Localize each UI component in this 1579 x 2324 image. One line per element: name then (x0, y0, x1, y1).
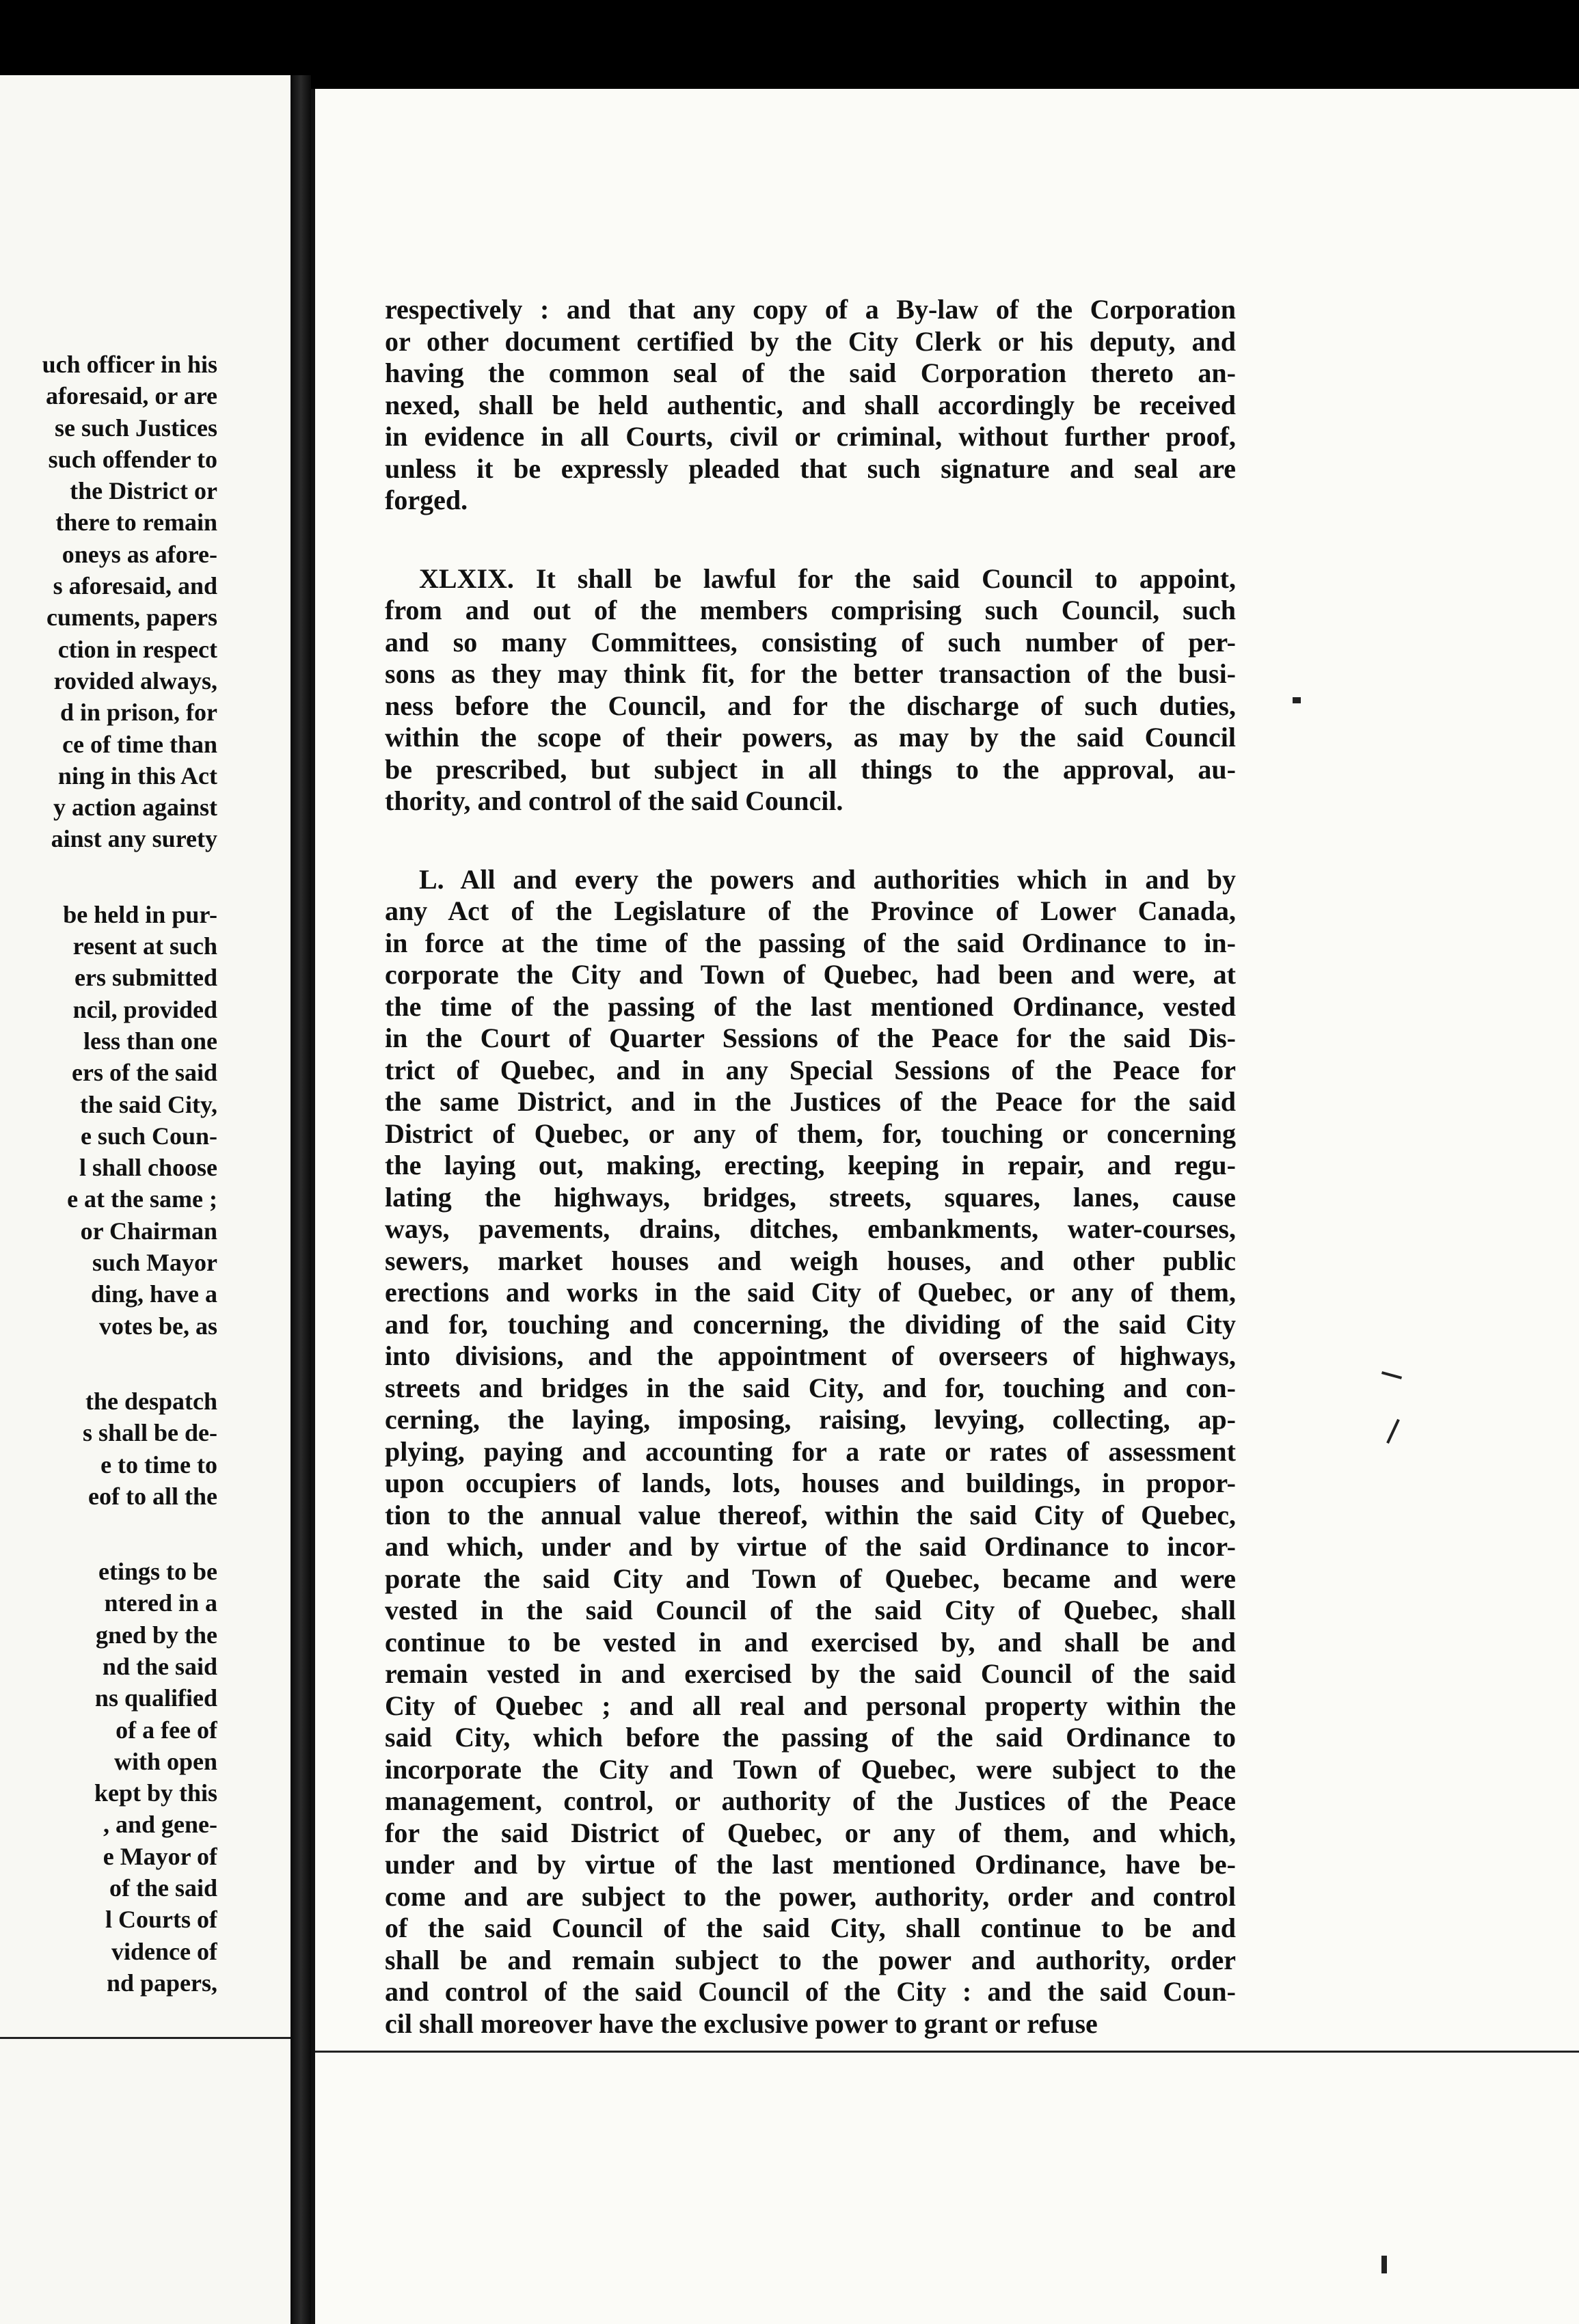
para-3-line: into divisions, and the appointment of overseers of highways, (385, 1340, 1236, 1371)
para-3-line: and for, touching and concerning, the dividing of the said City (385, 1308, 1236, 1340)
para-2-line: sons as they may think fit, for the better transaction of the busi- (385, 658, 1236, 689)
left-fragment-line: ncil, provided (72, 995, 217, 1023)
para-2-line: and so many Committees, consisting of such number of per- (385, 626, 1236, 658)
para-3-line: said City, which before the passing of the said Ordinance to (385, 1722, 1236, 1753)
para-1-line: respectively : and that any copy of a By-law of the Corporation (385, 294, 1236, 325)
para-3-line: come and are subject to the power, authority, order and control (385, 1880, 1236, 1912)
para-3-line: and which, under and by virtue of the said Ordinance to incor- (385, 1531, 1236, 1562)
paragraph-gap (385, 517, 1236, 563)
left-fragment-line: or Chairman (80, 1217, 217, 1245)
paragraph-gap (0, 855, 217, 899)
left-fragment-line: ns qualified (94, 1684, 217, 1712)
left-fragment-line: e such Coun- (80, 1122, 217, 1150)
left-fragment-line: of the said (109, 1874, 217, 1902)
left-fragment-line: ers of the said (72, 1059, 217, 1087)
left-fragment-line: the said City, (79, 1090, 217, 1118)
para-2-line: thority, and control of the said Council. (385, 785, 844, 816)
left-fragment-line: uch officer in his (42, 351, 217, 378)
left-fragment-line: there to remain (55, 509, 217, 537)
para-2-line: XLXIX. It shall be lawful for the said Council to appoint, (419, 563, 1236, 594)
para-2-line: be prescribed, but subject in all things to the approval, au- (385, 753, 1236, 785)
para-3-line: and control of the said Council of the City : and the said Coun- (385, 1976, 1236, 2007)
para-3-line: City of Quebec ; and all real and personal property within the (385, 1690, 1236, 1721)
paragraph-gap (385, 818, 1236, 864)
para-3-line: for the said District of Quebec, or any of them, and which, (385, 1817, 1236, 1848)
left-fragment-line: votes be, as (99, 1312, 217, 1340)
left-fragment-line: less than one (83, 1027, 217, 1055)
left-fragment-line: of a fee of (116, 1716, 217, 1744)
para-3-line: in the Court of Quarter Sessions of the Peace for the said Dis- (385, 1023, 1236, 1053)
left-fragment-line: y action against (53, 794, 217, 822)
para-3-line: porate the said City and Town of Quebec, became and were (385, 1563, 1236, 1594)
left-fragment-line: oneys as afore- (62, 540, 217, 568)
left-fragment-line: s shall be de- (82, 1419, 217, 1447)
para-3-line: incorporate the City and Town of Quebec, were subject to the (385, 1753, 1236, 1785)
page-gutter (291, 75, 311, 2324)
ink-speck (1381, 2256, 1387, 2273)
para-2-line: within the scope of their powers, as may by the said Council (385, 722, 1236, 753)
para-2-line: ness before the Council, and for the discharge of such duties, (385, 690, 1236, 721)
ink-speck (1293, 697, 1301, 703)
left-fragment-line: e Mayor of (103, 1842, 217, 1870)
para-3-line: continue to be vested in and exercised by, and shall be and (385, 1626, 1236, 1658)
para-3-line: shall be and remain subject to the power and authority, order (385, 1944, 1236, 1975)
left-fragment-line: ainst any surety (51, 825, 217, 853)
left-fragment-line: kept by this (94, 1779, 217, 1807)
para-3-line: the time of the passing of the last mentioned Ordinance, vested (385, 990, 1236, 1022)
para-3-line: tion to the annual value thereof, within the said City of Quebec, (385, 1499, 1236, 1530)
left-fragment-line: nd the said (102, 1652, 217, 1680)
para-3-line: ways, pavements, drains, ditches, embankments, water-courses, (385, 1213, 1236, 1244)
left-fragment-line: e to time to (100, 1450, 217, 1478)
para-3-line: under and by virtue of the last mentioned Ordinance, have be- (385, 1849, 1236, 1880)
left-fragment-line: such offender to (48, 445, 217, 473)
left-fragment-line: be held in pur- (63, 900, 217, 928)
para-1-line: unless it be expressly pleaded that such signature and seal are (385, 452, 1236, 484)
horizontal-rule-left (0, 2037, 291, 2039)
para-3-line: upon occupiers of lands, lots, houses and buildings, in propor- (385, 1468, 1236, 1498)
para-1-line: or other document certified by the City Clerk or his deputy, and (385, 325, 1236, 357)
left-fragment-line: se such Justices (54, 414, 217, 442)
main-text-block (385, 294, 1236, 2040)
left-fragment-line: ding, have a (90, 1280, 217, 1308)
left-fragment-line: d in prison, for (59, 699, 217, 727)
para-3-line: lating the highways, bridges, streets, squares, lanes, cause (385, 1181, 1236, 1213)
left-fragment-line: such Mayor (92, 1249, 217, 1277)
left-fragment-line: eof to all the (88, 1482, 217, 1510)
para-1-line: nexed, shall be held authentic, and shall accordingly be received (385, 389, 1236, 420)
left-fragment-line: the despatch (85, 1387, 217, 1415)
para-3-line: cil shall moreover have the exclusive power to grant or refuse (385, 2008, 1098, 2039)
para-3-line: sewers, market houses and weigh houses, and other public (385, 1245, 1236, 1276)
left-fragment-line: ce of time than (62, 730, 217, 758)
para-3-line: trict of Quebec, and in any Special Sessions of the Peace for (385, 1054, 1236, 1085)
left-fragment-line: gned by the (95, 1621, 217, 1649)
para-3-line: remain vested in and exercised by the said Council of the said (385, 1658, 1236, 1689)
left-fragment-line: aforesaid, or are (46, 382, 217, 410)
para-3-line: plying, paying and accounting for a rate or rates of assessment (385, 1435, 1236, 1467)
para-3-line: the laying out, making, erecting, keeping in repair, and regu- (385, 1150, 1236, 1180)
para-3-line: the same District, and in the Justices of the Peace for the said (385, 1086, 1236, 1117)
para-1-line: forged. (385, 485, 468, 515)
para-3-line: in force at the time of the passing of the said Ordinance to in- (385, 927, 1236, 958)
left-fragment-line: ction in respect (57, 635, 217, 663)
paragraph-gap (0, 1512, 217, 1556)
left-fragment-line: e at the same ; (67, 1185, 217, 1213)
left-fragment-line: rovided always, (53, 666, 217, 694)
left-fragment-line: ntered in a (104, 1589, 217, 1617)
left-fragment-line: the District or (70, 477, 217, 505)
para-3-line: streets and bridges in the said City, and for, touching and con- (385, 1372, 1236, 1403)
ink-speck (1386, 1419, 1400, 1444)
left-fragment-line: nd papers, (106, 1969, 217, 1997)
para-3-line: of the said Council of the said City, shall continue to be and (385, 1913, 1236, 1943)
para-3-line: management, control, or authority of the Justices of the Peace (385, 1785, 1236, 1816)
para-3-line: District of Quebec, or any of them, for, touching or concerning (385, 1118, 1236, 1149)
para-1-line: in evidence in all Courts, civil or criminal, without further proof, (385, 421, 1236, 452)
left-fragment-line: ning in this Act (57, 761, 217, 789)
left-fragment-line: resent at such (72, 932, 217, 960)
left-fragment-line: vidence of (111, 1937, 217, 1965)
para-3-line: any Act of the Legislature of the Province of Lower Canada, (385, 895, 1236, 926)
para-3-line: cerning, the laying, imposing, raising, levying, collecting, ap- (385, 1404, 1236, 1435)
left-fragment-line: with open (113, 1747, 217, 1775)
para-3-line: vested in the said Council of the said City of Quebec, shall (385, 1595, 1236, 1625)
para-3-line: L. All and every the powers and authorities which in and by (419, 863, 1236, 895)
left-page-fragment (0, 75, 291, 2324)
left-column-text (0, 349, 217, 1999)
left-fragment-line: cuments, papers (46, 604, 217, 632)
left-fragment-line: etings to be (98, 1558, 217, 1586)
left-fragment-line: ers submitted (75, 964, 217, 992)
left-fragment-line: s aforesaid, and (53, 572, 217, 600)
left-fragment-line: , and gene- (103, 1811, 217, 1839)
para-3-line: corporate the City and Town of Quebec, had been and were, at (385, 959, 1236, 990)
left-fragment-line: l Courts of (105, 1906, 217, 1934)
horizontal-rule (315, 2051, 1579, 2053)
para-3-line: erections and works in the said City of Quebec, or any of them, (385, 1277, 1236, 1308)
left-fragment-line: l shall choose (79, 1154, 217, 1182)
paragraph-gap (0, 1342, 217, 1386)
ink-speck (1381, 1371, 1402, 1379)
para-2-line: from and out of the members comprising such Council, such (385, 595, 1236, 625)
para-1-line: having the common seal of the said Corporation thereto an- (385, 357, 1236, 388)
